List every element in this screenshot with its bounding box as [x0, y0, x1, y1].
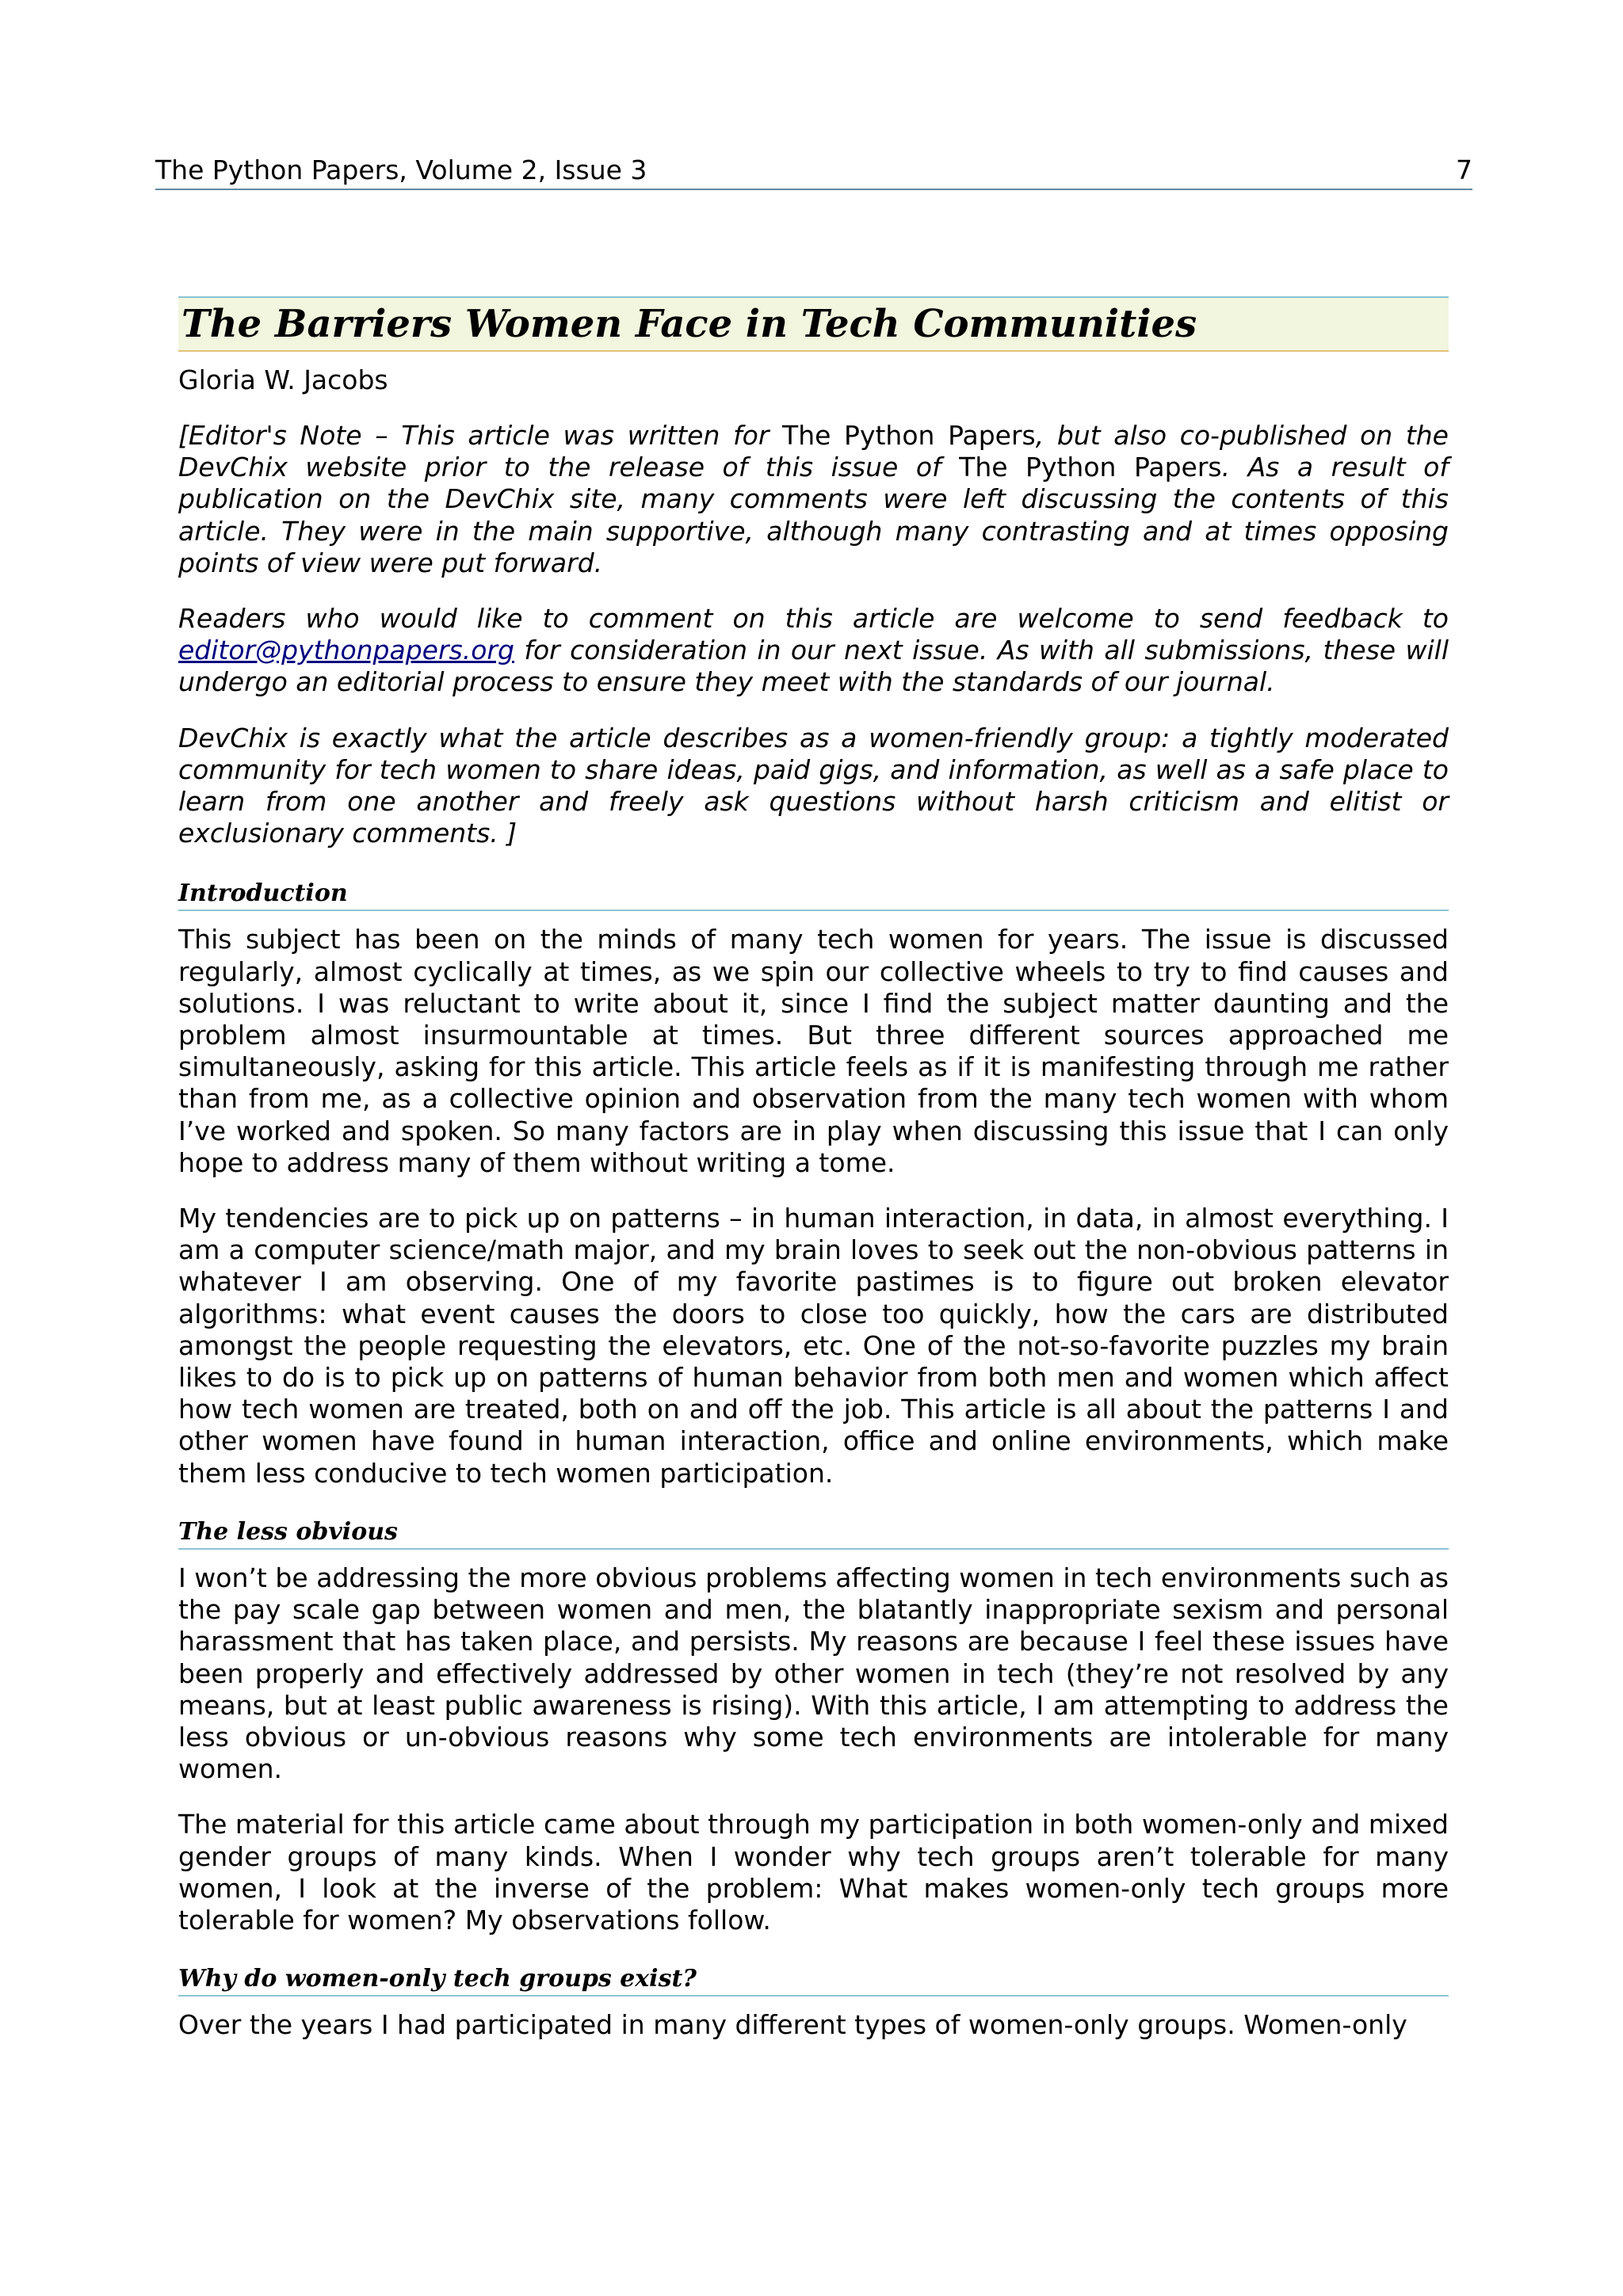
article-body: [178, 296, 1449, 2065]
editors-note-text: Readers who would like to comment on this article are welcome to send feedback to: [178, 603, 1449, 635]
body-paragraph: I won’t be addressing the more obvious problems affecting women in tech environments such as the pay scale gap between women and men, the blatantly inappropriate sexism and personal harassment that has taken place, and persists. My reasons are because I feel these issues have been properly and effectively addressed by other women in tech (they’re not resolved by any means, but at least public awareness is rising). With this article, I am attempting to address the less obvious or un-obvious reasons why some tech environments are intolerable for many women.: [178, 1562, 1449, 1785]
editors-note-text: [Editor's Note – This article was written for: [178, 420, 783, 451]
body-paragraph: This subject has been on the minds of many tech women for years. The issue is discussed regularly, almost cyclically at times, as we spin our collective wheels to try to find causes and solutions. I was reluctant to write about it, since I find the subject matter daunting and the problem almost insurmountable at times. But three different sources approached me simultaneously, asking for this article. This article feels as if it is manifesting through me rather than from me, as a collective opinion and observation from the many tech women with whom I’ve worked and spoken. So many factors are in play when discussing this issue that I can only hope to address many of them without writing a tome.: [178, 924, 1449, 1178]
section-heading-less-obvious: The less obvious: [178, 1518, 1449, 1550]
body-paragraph: My tendencies are to pick up on patterns – in human interaction, in data, in almost everything. I am a computer science/math major, and my brain loves to seek out the non-obvious patterns in whatever I am observing. One of my favorite pastimes is to figure out broken elevator algorithms: what event causes the doors to close too quickly, how the cars are distributed amongst the people requesting the elevators, etc. One of the not-so-favorite puzzles my brain likes to do is to pick up on patterns of human behavior from both men and women which affect how tech women are treated, both on and off the job. This article is all about the patterns I and other women have found in human interaction, office and online environments, which make them less conducive to tech women participation.: [178, 1203, 1449, 1489]
editors-note-text: for consideration in our next issue. As with all submissions, these will undergo an editorial process to ensure they meet with the standards of our journal.: [178, 635, 1449, 698]
editor-email-link[interactable]: editor@pythonpapers.org: [178, 635, 514, 666]
article-title: The Barriers Women Face in Tech Communities: [178, 296, 1449, 352]
running-header: [155, 152, 1472, 190]
editors-note-paragraph-1: [178, 420, 1449, 579]
article-author: Gloria W. Jacobs: [178, 364, 388, 395]
editors-note-text: , but also co-published on the DevChix website prior to the release of this issue of: [178, 420, 1449, 483]
body-paragraph: The material for this article came about through my participation in both women-only and mixed gender groups of many kinds. When I wonder why tech groups aren’t tolerable for many women, I look at the inverse of the problem: What makes women-only tech groups more tolerable for women? My observations follow.: [178, 1809, 1449, 1936]
journal-issue-label: The Python Papers, Volume 2, Issue 3: [155, 154, 647, 185]
section-heading-introduction: Introduction: [178, 879, 1449, 911]
section-heading-women-only-groups: Why do women-only tech groups exist?: [178, 1965, 1449, 1997]
page-number: 7: [1456, 154, 1472, 185]
journal-name: The Python Papers: [959, 452, 1222, 483]
editors-note-text: . As a result of publication on the DevChix site, many comments were left discussing the contents of this article. They were in the main supportive, although many contrasting and at times opposing points of view were put forward.: [178, 452, 1449, 578]
editors-note-paragraph-2: [178, 603, 1449, 699]
body-paragraph: Over the years I had participated in many different types of women-only groups. Women-only: [178, 2009, 1407, 2041]
editors-note-paragraph-3: DevChix is exactly what the article describes as a women-friendly group: a tightly moderated community for tech women to share ideas, paid gigs, and information, as well as a safe place to learn from one another and freely ask questions without harsh criticism and elitist or exclusionary comments. ]: [178, 722, 1449, 849]
journal-name: The Python Papers: [782, 420, 1036, 451]
